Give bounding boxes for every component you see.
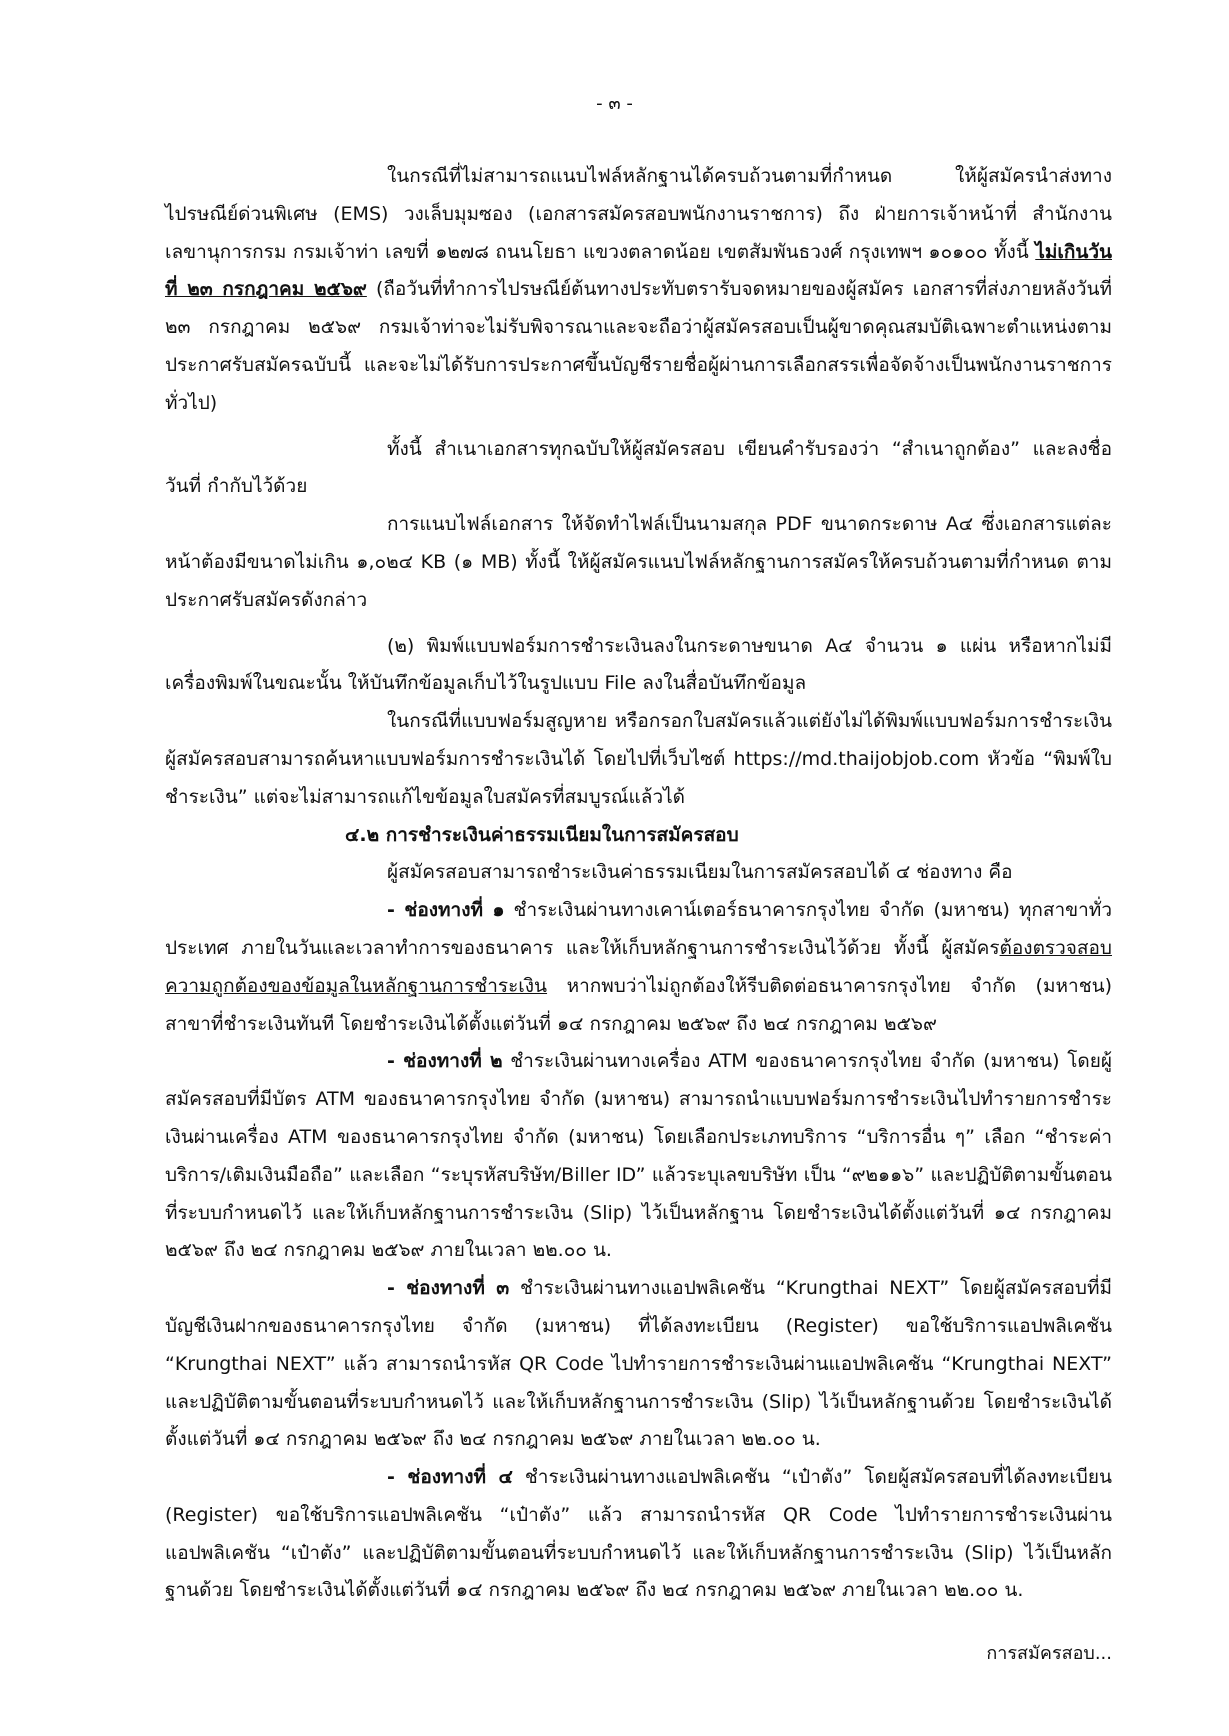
channel-rest: หากพบว่าไม่ถูกต้องให้รีบติดต่อธนาคารกรุงไทย จำกัด (มหาชน) สาขาที่ชำระเงินทันที โดยชำระเงินได้ตั้งแต่วันที่ ๑๔ กรกฎาคม ๒๕๖๙ ถึง ๒๔ กรกฎาคม ๒๕๖๙ (165, 974, 1112, 1035)
payment-channel-4 (165, 1459, 1112, 1610)
channel-label: - ช่องทางที่ ๓ (387, 1277, 510, 1300)
channel-text: ชำระเงินผ่านทางแอปพลิเคชัน “เป๋าตัง” โดยผู้สมัครสอบที่ได้ลงทะเบียน (Register) ขอใช้บริการแอปพลิเคชัน “เป๋าตัง” แล้ว สามารถนำรหัส QR Code ไปทำรายการชำระเงินผ่านแอปพลิเคชัน “เป๋าตัง” และปฏิบัติตามขั้นตอนที่ระบบกำหนดไว้ และให้เก็บหลักฐานการชำระเงิน (Slip) ไว้เป็นหลักฐานด้วย โดยชำระเงินได้ตั้งแต่วันที่ ๑๔ กรกฎาคม ๒๕๖๙ ถึง ๒๔ กรกฎาคม ๒๕๖๙ ภายในเวลา ๒๒.๐๐ น. (165, 1466, 1112, 1602)
paragraph-text: ในกรณีที่ไม่สามารถแนบไฟล์หลักฐานได้ครบถ้วนตามที่กำหนด ให้ผู้สมัครนำส่งทางไปรษณีย์ด่วนพิเศษ (EMS) วงเล็บมุมซอง (เอกสารสมัครสอบพนักงานราชการ) ถึง ฝ่ายการเจ้าหน้าที่ สำนักงานเลขานุการกรม กรมเจ้าท่า เลขที่ ๑๒๗๘ ถนนโยธา แขวงตลาดน้อย เขตสัมพันธวงศ์ กรุงเทพฯ ๑๐๑๐๐ (165, 165, 1112, 263)
paragraph-evidence-mailing (165, 158, 1112, 423)
channel-text: ชำระเงินผ่านทางเครื่อง ATM ของธนาคารกรุงไทย จำกัด (มหาชน) โดยผู้สมัครสอบที่มีบัตร ATM ของธนาคารกรุงไทย จำกัด (มหาชน) สามารถนำแบบฟอร์มการชำระเงินไปทำรายการชำระเงินผ่านเครื่อง ATM ของธนาคารกรุงไทย จำกัด (มหาชน) โดยเลือกประเภทบริการ “บริการอื่น ๆ” เลือก “ชำระค่าบริการ/เติมเงินมือถือ” และเลือก “ระบุรหัสบริษัท/Biller ID” แล้วระบุเลขบริษัท เป็น “๙๒๑๑๖” และปฏิบัติตามขั้นตอนที่ระบบกำหนดไว้ และให้เก็บหลักฐานการชำระเงิน (Slip) ไว้เป็นหลักฐาน โดยชำระเงินได้ตั้งแต่วันที่ ๑๔ กรกฎาคม ๒๕๖๙ ถึง ๒๔ กรกฎาคม ๒๕๖๙ ภายในเวลา ๒๒.๐๐ น. (165, 1050, 1113, 1262)
section-heading: ๔.๒ การชำระเงินค่าธรรมเนียมในการสมัครสอบ (345, 823, 739, 846)
paragraph-lost-form: ในกรณีที่แบบฟอร์มสูญหาย หรือกรอกใบสมัครแล้วแต่ยังไม่ได้พิมพ์แบบฟอร์มการชำระเงิน ผู้สมัครสอบสามารถค้นหาแบบฟอร์มการชำระเงินได้ โดยไปที่เว็บไซต์ https://md.thaijobjob.com หัวข้อ “พิมพ์ใบชำระเงิน” แต่จะไม่สามารถแก้ไขข้อมูลใบสมัครที่สมบูรณ์แล้วได้ (165, 710, 1112, 808)
payment-channel-3 (165, 1270, 1112, 1459)
paragraph-payment-channels-intro: ผู้สมัครสอบสามารถชำระเงินค่าธรรมเนียมในการสมัครสอบได้ ๔ ช่องทาง คือ (387, 861, 1013, 884)
channel-text: ชำระเงินผ่านทางแอปพลิเคชัน “Krungthai NEXT” โดยผู้สมัครสอบที่มีบัญชีเงินฝากของธนาคารกรุงไทย จำกัด (มหาชน) ที่ได้ลงทะเบียน (Register) ขอใช้บริการแอปพลิเคชัน “Krungthai NEXT” แล้ว สามารถนำรหัส QR Code ไปทำรายการชำระเงินผ่านแอปพลิเคชัน “Krungthai NEXT” และปฏิบัติตามขั้นตอนที่ระบบกำหนดไว้ และให้เก็บหลักฐานการชำระเงิน (Slip) ไว้เป็นหลักฐานด้วย โดยชำระเงินได้ตั้งแต่วันที่ ๑๔ กรกฎาคม ๒๕๖๙ ถึง ๒๔ กรกฎาคม ๒๕๖๙ ภายในเวลา ๒๒.๐๐ น. (165, 1277, 1113, 1451)
channel-label: - ช่องทางที่ ๔ (387, 1466, 513, 1489)
paragraph-print-payment-form: (๒) พิมพ์แบบฟอร์มการชำระเงินลงในกระดาษขนาด A๔ จำนวน ๑ แผ่น หรือหากไม่มีเครื่องพิมพ์ในขณะนั้น ให้บันทึกข้อมูลเก็บไว้ในรูปแบบ File ลงในสื่อบันทึกข้อมูล (165, 634, 1112, 695)
channel-underlined: ต้องตรวจสอบความถูกต้องของข้อมูลในหลักฐานการชำระเงิน (165, 936, 1112, 997)
channel-label: - ช่องทางที่ ๒ (387, 1050, 503, 1073)
continuation-footer: การสมัครสอบ... (986, 1643, 1112, 1664)
page-number: - ๓ - (596, 93, 633, 114)
payment-channel-1 (165, 892, 1112, 1043)
payment-channel-2 (165, 1043, 1112, 1270)
paragraph-certify-copies: ทั้งนี้ สำเนาเอกสารทุกฉบับให้ผู้สมัครสอบ เขียนคำรับรองว่า “สำเนาถูกต้อง” และลงชื่อ วันที่ กำกับไว้ด้วย (165, 437, 1112, 498)
channel-text: ชำระเงินผ่านทางเคาน์เตอร์ธนาคารกรุงไทย จำกัด (มหาชน) ทุกสาขาทั่วประเทศ ภายในวันและเวลาทำการของธนาคาร และให้เก็บหลักฐานการชำระเงินไว้ด้วย ทั้งนี้ ผู้สมัคร (165, 899, 1112, 959)
paragraph-rest: (ถือวันที่ทำการไปรษณีย์ต้นทางประทับตรารับจดหมายของผู้สมัคร เอกสารที่ส่งภายหลังวันที่ ๒๓ กรกฎาคม ๒๕๖๙ กรมเจ้าท่าจะไม่รับพิจารณาและจะถือว่าผู้สมัครสอบเป็นผู้ขาดคุณสมบัติเฉพาะตำแหน่งตามประกาศรับสมัครฉบับนี้ และจะไม่ได้รับการประกาศขึ้นบัญชีรายชื่อผู้ผ่านการเลือกสรรเพื่อจัดจ้างเป็นพนักงานราชการทั่วไป) (165, 278, 1112, 414)
channel-label: - ช่องทางที่ ๑ (387, 899, 505, 922)
document-body (165, 158, 1112, 1610)
paragraph-lead: ทั้งนี้ (993, 240, 1036, 263)
deadline-emphasis: ไม่เกินวันที่ ๒๓ กรกฎาคม ๒๕๖๙ (165, 240, 1112, 301)
paragraph-file-attachment: การแนบไฟล์เอกสาร ให้จัดทำไฟล์เป็นนามสกุล PDF ขนาดกระดาษ A๔ ซึ่งเอกสารแต่ละหน้าต้องมีขนาดไม่เกิน ๑,๐๒๔ KB (๑ MB) ทั้งนี้ ให้ผู้สมัครแนบไฟล์หลักฐานการสมัครให้ครบถ้วนตามที่กำหนด ตามประกาศรับสมัครดังกล่าว (165, 513, 1112, 611)
